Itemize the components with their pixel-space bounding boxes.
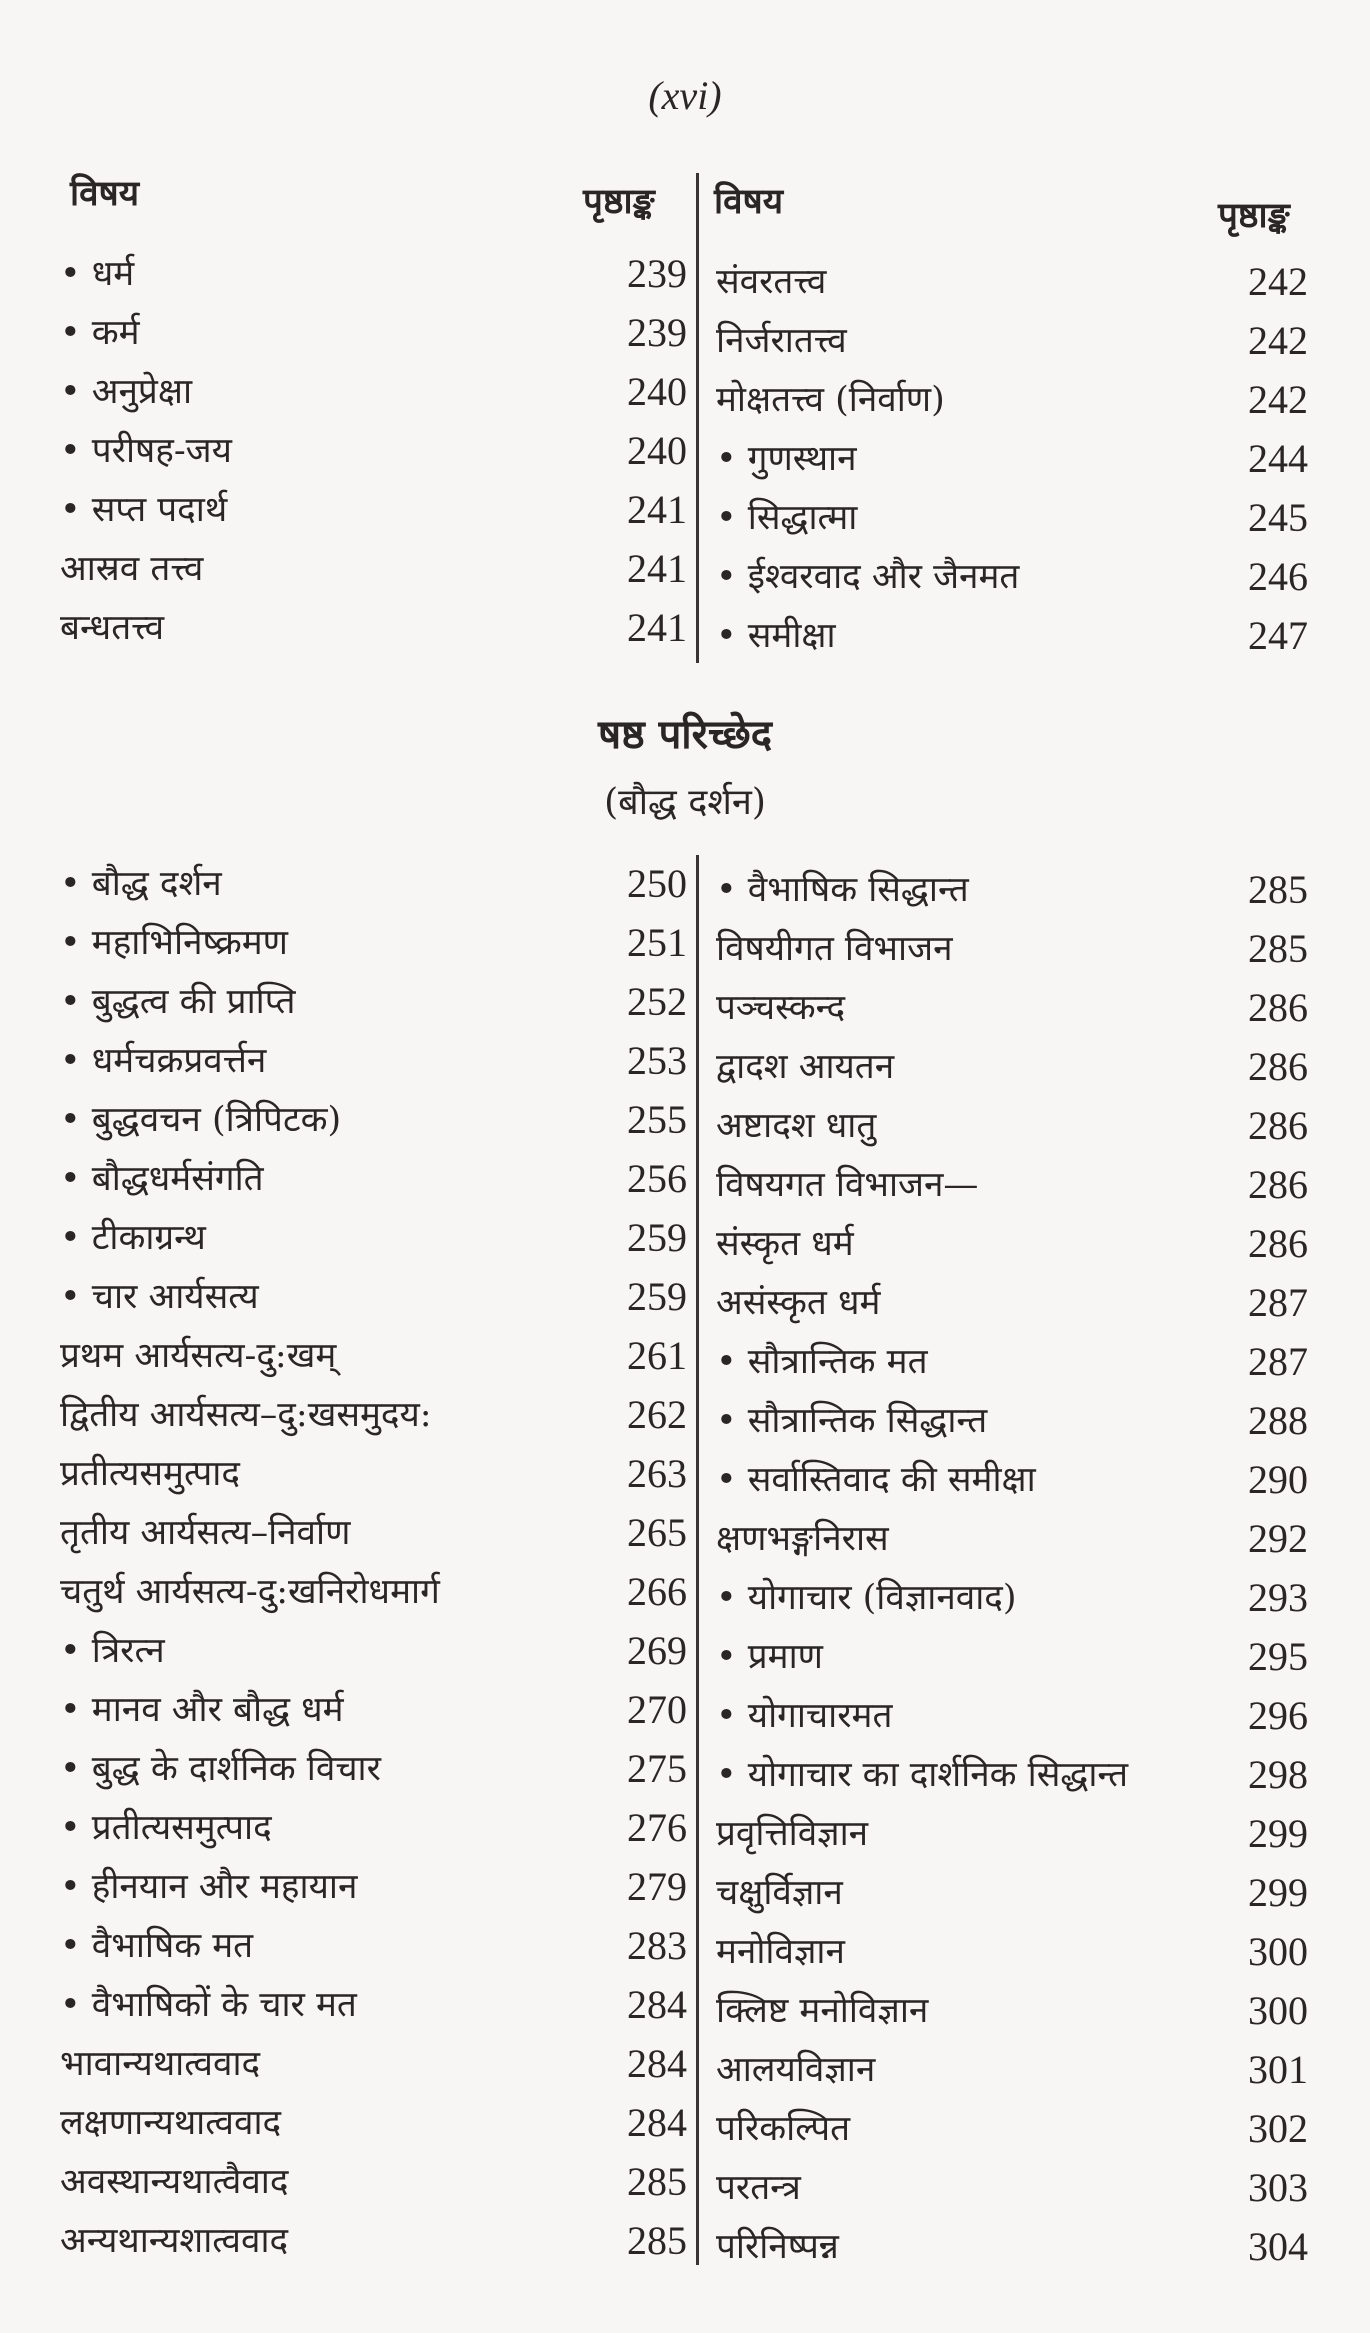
toc-entry-page: 269	[627, 1628, 687, 1673]
toc-entry	[706, 253, 1320, 311]
toc-entry-title: प्रतीत्यसमुत्पाद	[60, 1454, 240, 1494]
toc-entry	[60, 1681, 695, 1739]
toc-entry-title: लक्षणान्यथात्ववाद	[60, 2103, 282, 2143]
toc-entry-title: द्वितीय आर्यसत्य–दु:खसमुदय:	[60, 1395, 432, 1435]
toc-entry-title: • वैभाषिक सिद्धान्त	[716, 870, 969, 910]
toc-block-buddhist	[60, 855, 1320, 2275]
toc-entry-page: 301	[1248, 2047, 1308, 2092]
toc-entry	[706, 1333, 1320, 1391]
toc-entry-title: संवरतत्त्व	[716, 262, 827, 302]
toc-entry-page: 285	[1248, 867, 1308, 912]
toc-entry-title: पञ्चस्कन्द	[716, 988, 846, 1028]
toc-entry	[60, 1917, 695, 1975]
toc-entry	[706, 1746, 1320, 1804]
toc-entry-page: 283	[627, 1923, 687, 1968]
toc-entry-title: अवस्थान्यथात्वैवाद	[60, 2162, 289, 2202]
toc-entry	[706, 1510, 1320, 1568]
toc-entry-title: • हीनयान और महायान	[60, 1867, 358, 1907]
toc-entry	[706, 1982, 1320, 2040]
toc-entry-title: क्लिष्ट मनोविज्ञान	[716, 1991, 929, 2031]
toc-entry	[60, 1799, 695, 1857]
toc-entry-page: 286	[1248, 985, 1308, 1030]
toc-entry-title: • महाभिनिष्क्रमण	[60, 923, 288, 963]
toc-entry-title: • अनुप्रेक्षा	[60, 372, 193, 412]
section-subheading: (बौद्ध दर्शन)	[604, 782, 766, 823]
toc-entry-title: मनोविज्ञान	[716, 1932, 845, 1972]
toc-entry-page: 292	[1248, 1516, 1308, 1561]
toc-entry	[60, 2212, 695, 2270]
toc-entry	[706, 312, 1320, 370]
toc-entry-page: 259	[627, 1215, 687, 1260]
toc-entry-title: • सर्वास्तिवाद की समीक्षा	[716, 1460, 1036, 1500]
toc-entry-page: 286	[1248, 1162, 1308, 1207]
toc-entry-title: • सिद्धात्मा	[716, 498, 858, 538]
toc-entry	[706, 1451, 1320, 1509]
toc-entry	[706, 1274, 1320, 1332]
header-page-left: पृष्ठाङ्क	[583, 181, 655, 222]
toc-entry-page: 242	[1248, 259, 1308, 304]
toc-entry	[60, 1386, 695, 1444]
toc-entry	[706, 2218, 1320, 2276]
toc-entry	[706, 1687, 1320, 1745]
toc-entry	[60, 1091, 695, 1149]
toc-entry-page: 261	[627, 1333, 687, 1378]
toc-entry	[60, 1150, 695, 1208]
toc-entry	[60, 2153, 695, 2211]
toc-entry	[706, 371, 1320, 429]
toc-entry-page: 265	[627, 1510, 687, 1555]
toc-entry-title: • समीक्षा	[716, 616, 836, 656]
toc-entry-page: 284	[627, 2100, 687, 2145]
toc-entry-page: 241	[627, 546, 687, 591]
toc-entry-page: 246	[1248, 554, 1308, 599]
toc-entry	[706, 1805, 1320, 1863]
toc-entry-page: 262	[627, 1392, 687, 1437]
toc-entry-page: 285	[627, 2218, 687, 2263]
toc-entry-page: 285	[627, 2159, 687, 2204]
toc-entry	[706, 1569, 1320, 1627]
toc-entry-title: • सप्त पदार्थ	[60, 490, 228, 530]
toc-entry-page: 285	[1248, 926, 1308, 971]
toc-entry-page: 245	[1248, 495, 1308, 540]
section-heading: षष्ठ परिच्छेद	[597, 711, 773, 758]
toc-entry-title: • बुद्धत्व की प्राप्ति	[60, 982, 296, 1022]
toc-entry-page: 263	[627, 1451, 687, 1496]
column-divider	[696, 855, 699, 2265]
toc-entry-title: प्रथम आर्यसत्य-दु:खम्	[60, 1336, 337, 1376]
toc-entry	[60, 1504, 695, 1562]
toc-entry-title: • बौद्ध दर्शन	[60, 864, 222, 904]
toc-entry	[60, 1327, 695, 1385]
toc-entry	[706, 2159, 1320, 2217]
toc-entry-title: • मानव और बौद्ध धर्म	[60, 1690, 344, 1730]
toc-entry-page: 299	[1248, 1870, 1308, 1915]
toc-entry-title: तृतीय आर्यसत्य–निर्वाण	[60, 1513, 351, 1553]
toc-entry-title: • परीषह-जय	[60, 431, 232, 471]
toc-entry-title: • वैभाषिकों के चार मत	[60, 1985, 357, 2025]
toc-entry-page: 275	[627, 1746, 687, 1791]
toc-left-column	[60, 855, 695, 2265]
toc-entry-page: 284	[627, 2041, 687, 2086]
toc-entry-page: 298	[1248, 1752, 1308, 1797]
toc-entry-page: 266	[627, 1569, 687, 1614]
toc-entry-page: 304	[1248, 2224, 1308, 2269]
toc-entry	[706, 607, 1320, 665]
toc-entry	[60, 1268, 695, 1326]
toc-entry-page: 276	[627, 1805, 687, 1850]
toc-entry-title: • टीकाग्रन्थ	[60, 1218, 206, 1258]
toc-entry	[706, 1392, 1320, 1450]
toc-entry-title: चक्षुर्विज्ञान	[716, 1873, 843, 1913]
toc-entry-title: अन्यथान्यशात्ववाद	[60, 2221, 289, 2261]
toc-entry-title: • वैभाषिक मत	[60, 1926, 254, 1966]
toc-entry-title: • ईश्वरवाद और जैनमत	[716, 557, 1020, 597]
toc-entry-page: 300	[1248, 1988, 1308, 2033]
toc-entry	[60, 1740, 695, 1798]
toc-entry	[60, 599, 695, 657]
toc-entry	[706, 1097, 1320, 1155]
page-number: (xvi)	[648, 73, 722, 118]
toc-entry-title: • प्रतीत्यसमुत्पाद	[60, 1808, 272, 1848]
toc-entry-title: • योगाचार (विज्ञानवाद)	[716, 1578, 1017, 1618]
toc-entry	[706, 489, 1320, 547]
toc-entry	[60, 1209, 695, 1267]
toc-entry	[706, 430, 1320, 488]
toc-entry	[706, 1923, 1320, 1981]
toc-entry-page: 290	[1248, 1457, 1308, 1502]
toc-entry	[706, 1156, 1320, 1214]
toc-entry-page: 300	[1248, 1929, 1308, 1974]
toc-entry-title: मोक्षतत्त्व (निर्वाण)	[716, 380, 945, 420]
toc-entry-title: संस्कृत धर्म	[716, 1224, 854, 1264]
toc-entry	[60, 422, 695, 480]
toc-entry-page: 247	[1248, 613, 1308, 658]
toc-entry-title: • योगाचार का दार्शनिक सिद्धान्त	[716, 1755, 1129, 1795]
toc-entry	[706, 1038, 1320, 1096]
toc-entry-page: 244	[1248, 436, 1308, 481]
toc-entry	[60, 1445, 695, 1503]
toc-entry-page: 286	[1248, 1103, 1308, 1148]
toc-entry-title: प्रवृत्तिविज्ञान	[716, 1814, 869, 1854]
toc-entry-page: 286	[1248, 1044, 1308, 1089]
toc-entry	[706, 2100, 1320, 2158]
toc-entry-page: 250	[627, 861, 687, 906]
toc-entry	[60, 2035, 695, 2093]
toc-right-column	[706, 861, 1320, 2271]
toc-entry-title: • बुद्ध के दार्शनिक विचार	[60, 1749, 381, 1789]
toc-entry	[60, 1563, 695, 1621]
toc-entry-title: परतन्त्र	[716, 2168, 801, 2208]
toc-entry-page: 241	[627, 487, 687, 532]
toc-entry-title: परिनिष्पन्न	[716, 2227, 839, 2267]
toc-entry-title: भावान्यथात्ववाद	[60, 2044, 261, 2084]
toc-entry-page: 239	[627, 251, 687, 296]
toc-entry-page: 293	[1248, 1575, 1308, 1620]
toc-entry	[706, 979, 1320, 1037]
toc-entry-page: 270	[627, 1687, 687, 1732]
toc-entry	[60, 855, 695, 913]
toc-entry	[60, 540, 695, 598]
toc-entry-page: 295	[1248, 1634, 1308, 1679]
toc-entry-title: • धर्म	[60, 254, 135, 294]
toc-entry-page: 240	[627, 428, 687, 473]
toc-entry-page: 256	[627, 1156, 687, 1201]
toc-entry	[60, 245, 695, 303]
toc-entry-page: 241	[627, 605, 687, 650]
toc-entry-title: • प्रमाण	[716, 1637, 823, 1677]
toc-entry-title: • गुणस्थान	[716, 439, 857, 479]
toc-entry-page: 286	[1248, 1221, 1308, 1266]
toc-entry	[60, 304, 695, 362]
toc-entry-page: 242	[1248, 318, 1308, 363]
toc-entry-title: • सौत्रान्तिक सिद्धान्त	[716, 1401, 988, 1441]
toc-entry	[706, 1215, 1320, 1273]
toc-entry-page: 288	[1248, 1398, 1308, 1443]
toc-entry-page: 299	[1248, 1811, 1308, 1856]
toc-entry	[60, 914, 695, 972]
toc-entry-title: • बौद्धधर्मसंगति	[60, 1159, 264, 1199]
toc-entry-page: 279	[627, 1864, 687, 1909]
toc-entry-page: 242	[1248, 377, 1308, 422]
toc-entry-title: आलयविज्ञान	[716, 2050, 876, 2090]
toc-entry	[60, 973, 695, 1031]
header-subject-left: विषय	[70, 173, 140, 214]
toc-entry-title: क्षणभङ्गनिरास	[716, 1519, 889, 1559]
toc-entry	[60, 363, 695, 421]
toc-entry-page: 284	[627, 1982, 687, 2027]
toc-entry	[706, 1628, 1320, 1686]
toc-entry	[60, 481, 695, 539]
toc-entry-page: 287	[1248, 1280, 1308, 1325]
toc-entry-page: 239	[627, 310, 687, 355]
toc-entry	[60, 1032, 695, 1090]
toc-entry-title: चतुर्थ आर्यसत्य-दु:खनिरोधमार्ग	[60, 1572, 440, 1612]
toc-entry-page: 251	[627, 920, 687, 965]
toc-entry-page: 255	[627, 1097, 687, 1142]
header-subject-right: विषय	[714, 181, 784, 222]
toc-entry-title: • कर्म	[60, 313, 140, 353]
toc-entry-title: द्वादश आयतन	[716, 1047, 895, 1087]
toc-entry-title: बन्धतत्त्व	[60, 608, 165, 648]
toc-entry	[60, 1622, 695, 1680]
toc-entry-title: • बुद्धवचन (त्रिपिटक)	[60, 1100, 342, 1140]
toc-entry-title: • चार आर्यसत्य	[60, 1277, 259, 1317]
toc-left-column	[60, 245, 695, 665]
toc-entry-title: आस्रव तत्त्व	[60, 549, 204, 589]
toc-entry-title: • सौत्रान्तिक मत	[716, 1342, 928, 1382]
toc-entry-page: 252	[627, 979, 687, 1024]
toc-entry-title: निर्जरातत्त्व	[716, 321, 847, 361]
toc-entry	[706, 920, 1320, 978]
toc-entry-page: 302	[1248, 2106, 1308, 2151]
toc-entry	[706, 2041, 1320, 2099]
toc-entry-title: • त्रिरत्न	[60, 1631, 165, 1671]
column-divider	[696, 173, 699, 663]
toc-entry	[60, 2094, 695, 2152]
header-page-right: पृष्ठाङ्क	[1218, 195, 1290, 236]
toc-entry-page: 240	[627, 369, 687, 414]
toc-entry	[706, 1864, 1320, 1922]
toc-entry	[706, 861, 1320, 919]
toc-entry-page: 287	[1248, 1339, 1308, 1384]
toc-entry-title: विषयीगत विभाजन	[716, 929, 953, 969]
toc-entry-page: 253	[627, 1038, 687, 1083]
toc-right-column	[706, 253, 1320, 673]
toc-entry-page: 296	[1248, 1693, 1308, 1738]
toc-entry-title: अष्टादश धातु	[716, 1106, 877, 1146]
toc-entry-page: 259	[627, 1274, 687, 1319]
toc-entry	[60, 1858, 695, 1916]
toc-entry	[706, 548, 1320, 606]
toc-entry	[60, 1976, 695, 2034]
toc-entry-title: परिकल्पित	[716, 2109, 851, 2149]
toc-entry-title: • योगाचारमत	[716, 1696, 893, 1736]
toc-block-jain	[60, 165, 1320, 675]
toc-entry-title: विषयगत विभाजन—	[716, 1165, 979, 1205]
toc-entry-title: • धर्मचक्रप्रवर्त्तन	[60, 1041, 267, 1081]
toc-entry-page: 303	[1248, 2165, 1308, 2210]
toc-entry-title: असंस्कृत धर्म	[716, 1283, 881, 1323]
